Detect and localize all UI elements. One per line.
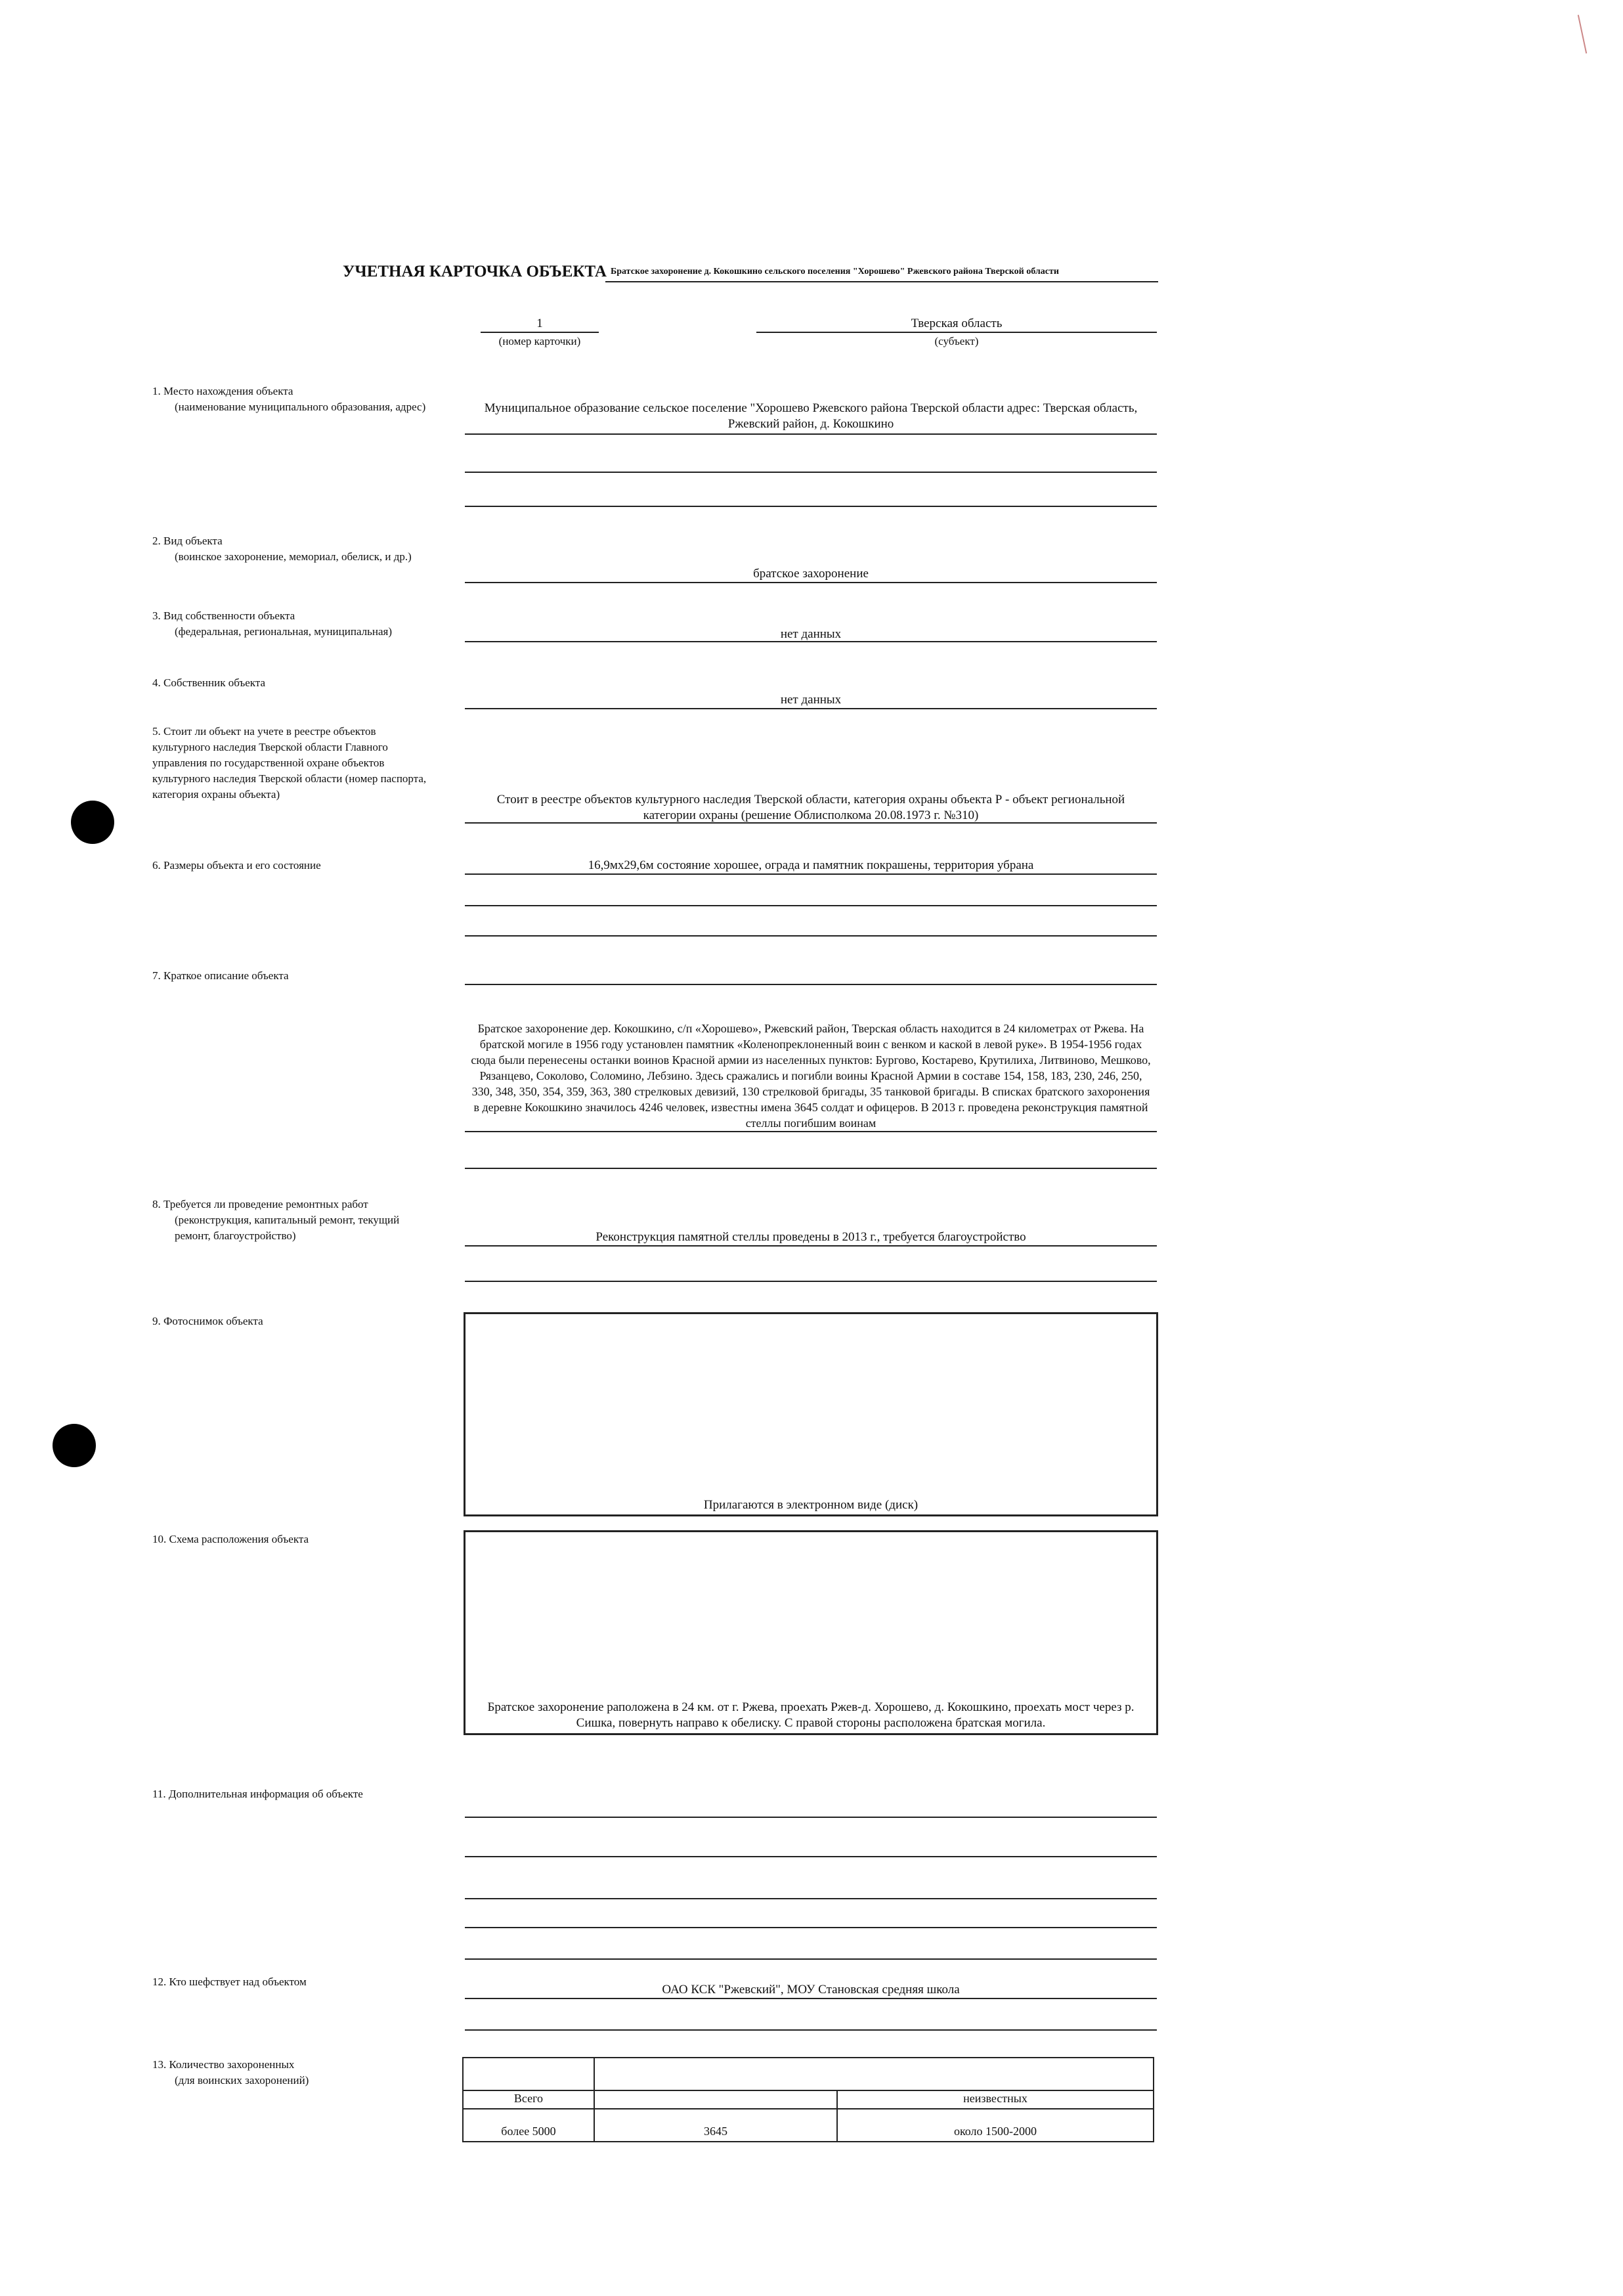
field-12-line bbox=[465, 1998, 1157, 1999]
card-number-underline bbox=[481, 332, 599, 333]
field-4-label: 4. Собственник объекта bbox=[152, 676, 266, 689]
scan-mark bbox=[1578, 14, 1587, 53]
field-3-line bbox=[465, 641, 1157, 642]
field-7-line bbox=[465, 1131, 1157, 1132]
punch-hole bbox=[71, 801, 114, 844]
card-number-caption: (номер карточки) bbox=[498, 335, 581, 347]
card-title: УЧЕТНАЯ КАРТОЧКА ОБЪЕКТА bbox=[343, 263, 607, 280]
field-11-line bbox=[465, 1898, 1157, 1899]
field-10-value: Братское захоронение раположена в 24 км. от г. Ржева, проехать Ржев-д. Хорошево, д. Кокошкино, проехать мост через р. Сишка, повернуть направо к обелиску. С правой стороны расположена братская могила. bbox=[487, 1700, 1135, 1730]
field-4-value: нет данных bbox=[780, 693, 842, 707]
field-1-line bbox=[465, 472, 1157, 473]
field-8-line bbox=[465, 1281, 1157, 1282]
field-7-label: 7. Краткое описание объекта bbox=[152, 969, 289, 982]
field-12-line bbox=[465, 2029, 1157, 2031]
field-6-line bbox=[465, 935, 1157, 937]
field-1-line bbox=[465, 433, 1157, 435]
field-13-label: 13. Количество захороненных (для воинских захоронений) bbox=[152, 2058, 309, 2086]
field-8-value: Реконструкция памятной стеллы проведены в 2013 г., требуется благоустройство bbox=[595, 1230, 1026, 1244]
subject-underline bbox=[756, 332, 1157, 333]
field-5-line bbox=[465, 822, 1157, 824]
field-1-value: Муниципальное образование сельское поселение "Хорошево Ржевского района Тверской области адрес: Тверская область, Ржевский район, д. Кокошкино bbox=[484, 401, 1138, 431]
field-12-label: 12. Кто шефствует над объектом bbox=[152, 1976, 307, 1988]
field-9-value: Прилагаются в электронном виде (диск) bbox=[703, 1498, 919, 1512]
field-2-line bbox=[465, 582, 1157, 583]
field-11-line bbox=[465, 1856, 1157, 1857]
field-3-value: нет данных bbox=[780, 627, 842, 641]
field-1-line bbox=[465, 506, 1157, 507]
field-6-line bbox=[465, 873, 1157, 875]
field-6-label: 6. Размеры объекта и его состояние bbox=[152, 859, 321, 872]
burial-table-spacer bbox=[463, 2058, 594, 2090]
burial-value-known: 3645 bbox=[594, 2109, 837, 2142]
field-10-label: 10. Схема расположения объекта bbox=[152, 1533, 309, 1545]
burial-value-total: более 5000 bbox=[463, 2109, 594, 2142]
field-4-line bbox=[465, 708, 1157, 709]
field-1-label: 1. Место нахождения объекта (наименование муниципального образования, адрес) bbox=[152, 385, 426, 413]
field-7-line bbox=[465, 984, 1157, 985]
field-9-label: 9. Фотоснимок объекта bbox=[152, 1315, 263, 1327]
field-5-value: Стоит в реестре объектов культурного наследия Тверской области, категория охраны объекта Р - объект региональной категории охраны (решение Облисполкома 20.08.1973 г. №310) bbox=[496, 793, 1125, 822]
photo-box bbox=[464, 1312, 1158, 1516]
field-3-label: 3. Вид собственности объекта (федеральная, региональная, муниципальная) bbox=[152, 609, 392, 638]
burial-value-unknown: около 1500-2000 bbox=[837, 2109, 1154, 2142]
card-number: 1 bbox=[536, 317, 543, 330]
field-5-label: 5. Стоит ли объект на учете в реестре объектов культурного наследия Тверской области Главного управления по государственной охране объектов культурного наследия Тверской области (номер паспорта, категория охраны объекта) bbox=[152, 725, 427, 801]
burial-count-table bbox=[462, 2057, 1154, 2142]
field-2-value: братское захоронение bbox=[753, 567, 869, 581]
burial-header-known bbox=[594, 2090, 837, 2109]
field-6-line bbox=[465, 905, 1157, 906]
field-11-line bbox=[465, 1958, 1157, 1960]
field-2-label: 2. Вид объекта (воинское захоронение, мемориал, обелиск, и др.) bbox=[152, 535, 412, 563]
subject-caption: (субъект) bbox=[934, 335, 979, 347]
object-name-underline bbox=[605, 281, 1158, 282]
field-8-label: 8. Требуется ли проведение ремонтных работ (реконструкция, капитальный ремонт, текущий ремонт, благоустройство) bbox=[152, 1198, 400, 1242]
field-11-label: 11. Дополнительная информация об объекте bbox=[152, 1788, 363, 1800]
field-12-value: ОАО КСК "Ржевский", МОУ Становская средняя школа bbox=[662, 1983, 960, 1997]
subject: Тверская область bbox=[911, 317, 1003, 330]
field-6-value: 16,9мх29,6м состояние хорошее, ограда и памятник покрашены, территория убрана bbox=[588, 858, 1034, 872]
field-8-line bbox=[465, 1245, 1157, 1247]
burial-header-unknown: неизвестных bbox=[837, 2090, 1154, 2109]
field-11-line bbox=[465, 1927, 1157, 1928]
field-11-line bbox=[465, 1817, 1157, 1818]
field-7-value: Братское захоронение дер. Кокошкино, с/п «Хорошево», Ржевский район, Тверская область находится в 24 километрах от Ржева. На братской могиле в 1956 году установлен памятник «Коленопреклоненный воин с венком и каской в левой руке». В 1954-1956 годах сюда были перенесены останки воинов Красной армии из населенных пунктов: Бургово, Костарево, Крутилиха, Литвиново, Мешково, Рязанцево, Соколово, Соломино, Лебзино. Здесь сражались и погибли воины Красной Армии в составе 154, 158, 183, 230, 246, 250, 330, 348, 350, 354, 359, 363, 380 стрелковых девизий, 130 стрелковой бригады, 35 танковой бригады. В списках братского захоронения в деревне Кокошкино значилось 4246 человек, известны имена 3645 солдат и офицеров. В 2013 г. проведена реконструкция памятной стеллы погибшим воинам bbox=[471, 1022, 1151, 1130]
object-name: Братское захоронение д. Кокошкино сельского поселения "Хорошево" Ржевского района Тверской области bbox=[611, 267, 1059, 276]
burial-header-total: Всего bbox=[463, 2090, 594, 2109]
burial-table-spacer bbox=[594, 2058, 1154, 2090]
field-7-line bbox=[465, 1168, 1157, 1169]
punch-hole bbox=[53, 1424, 96, 1467]
